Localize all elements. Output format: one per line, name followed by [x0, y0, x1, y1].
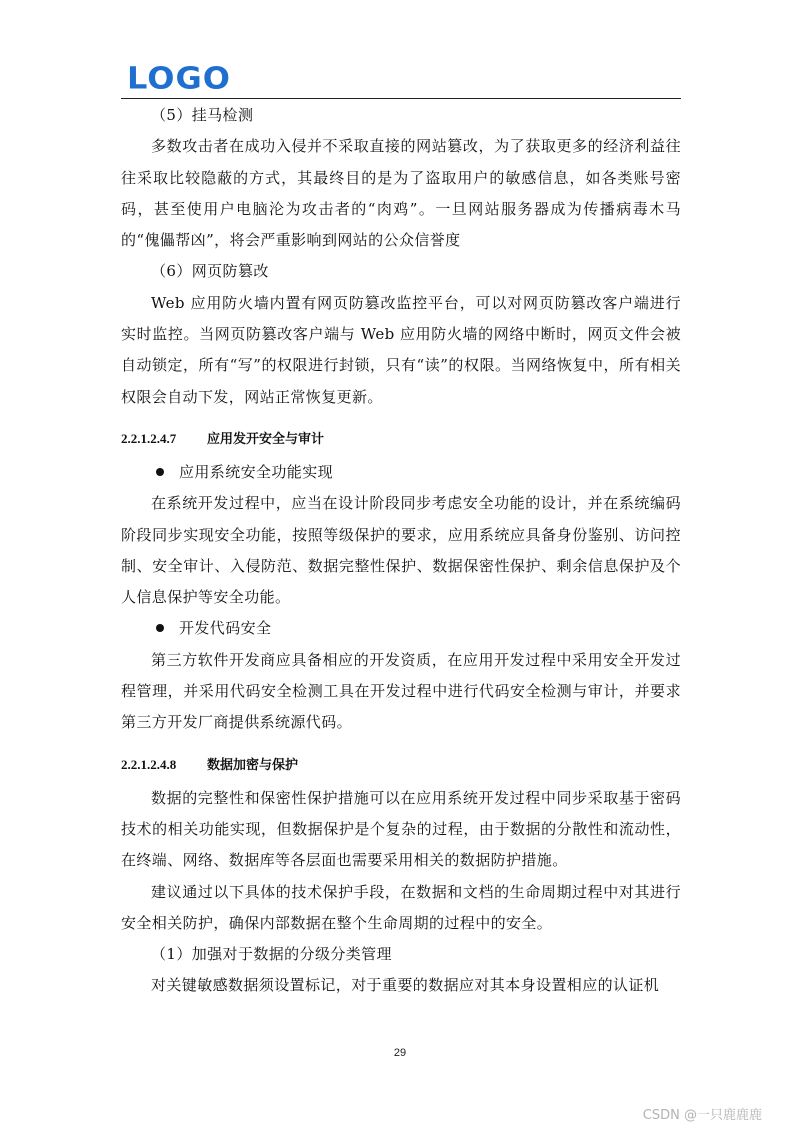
document-body	[121, 100, 681, 1002]
heading-title: 应用发开安全与审计	[207, 430, 325, 446]
page-number: 29	[393, 1047, 407, 1059]
bullet-label: 应用系统安全功能实现	[179, 462, 334, 481]
paragraph: 多数攻击者在成功入侵并不采取直接的网站篡改，为了获取更多的经济利益往往采取比较隐蔽的方式，其最终目的是为了盗取用户的敏感信息，如各类账号密码，甚至使用户电脑沦为攻击者的“肉鸡”。一旦网站服务器成为传播病毒木马的“傀儡帮凶”，将会严重影响到网站的公众信誉度	[121, 137, 681, 250]
bullet-item	[121, 457, 681, 488]
section-item-6: （6）网页防篡改	[151, 262, 269, 281]
watermark: CSDN @一只鹿鹿鹿	[642, 1108, 762, 1123]
section-item-1: （1）加强对于数据的分级分类管理	[151, 945, 392, 964]
section-item-5: （5）挂马检测	[151, 106, 254, 124]
section-heading-2-2-1-2-4-8	[121, 755, 681, 775]
paragraph: 第三方软件开发商应具备相应的开发资质，在应用开发过程中采用安全开发过程管理，并采用代码安全检测工具在开发过程中进行代码安全检测与审计，并要求第三方开发厂商提供系统源代码。	[121, 650, 681, 732]
section-heading-2-2-1-2-4-7	[121, 429, 681, 449]
bullet-dot-icon	[156, 468, 164, 476]
heading-number: 2.2.1.2.4.8	[121, 756, 177, 772]
paragraph: 数据的完整性和保密性保护措施可以在应用系统开发过程中同步采取基于密码技术的相关功能实现，但数据保护是个复杂的过程，由于数据的分散性和流动性，在终端、网络、数据库等各层面也需要采用相关的数据防护措施。	[121, 788, 681, 870]
header-divider	[121, 98, 681, 99]
paragraph: 对关键敏感数据须设置标记，对于重要的数据应对其本身设置相应的认证机	[151, 976, 660, 995]
paragraph: 在系统开发过程中，应当在设计阶段同步考虑安全功能的设计，并在系统编码阶段同步实现安全功能，按照等级保护的要求，应用系统应具备身份鉴别、访问控制、安全审计、入侵防范、数据完整性保护、数据保密性保护、剩余信息保护及个人信息保护等安全功能。	[121, 494, 681, 607]
bullet-label: 开发代码安全	[179, 619, 272, 638]
heading-number: 2.2.1.2.4.7	[121, 430, 177, 446]
logo: LOGO	[127, 59, 231, 97]
paragraph: Web 应用防火墙内置有网页防篡改监控平台，可以对网页防篡改客户端进行实时监控。当网页防篡改客户端与 Web 应用防火墙的网络中断时，网页文件会被自动锁定，所有“写”的权限进行封锁，只有“读”的权限。当网络恢复中，所有相关权限会自动下发，网站正常恢复更新。	[121, 293, 681, 406]
bullet-item	[121, 613, 681, 644]
paragraph: 建议通过以下具体的技术保护手段，在数据和文档的生命周期过程中对其进行安全相关防护，确保内部数据在整个生命周期的过程中的安全。	[121, 882, 681, 932]
heading-title: 数据加密与保护	[207, 756, 299, 772]
